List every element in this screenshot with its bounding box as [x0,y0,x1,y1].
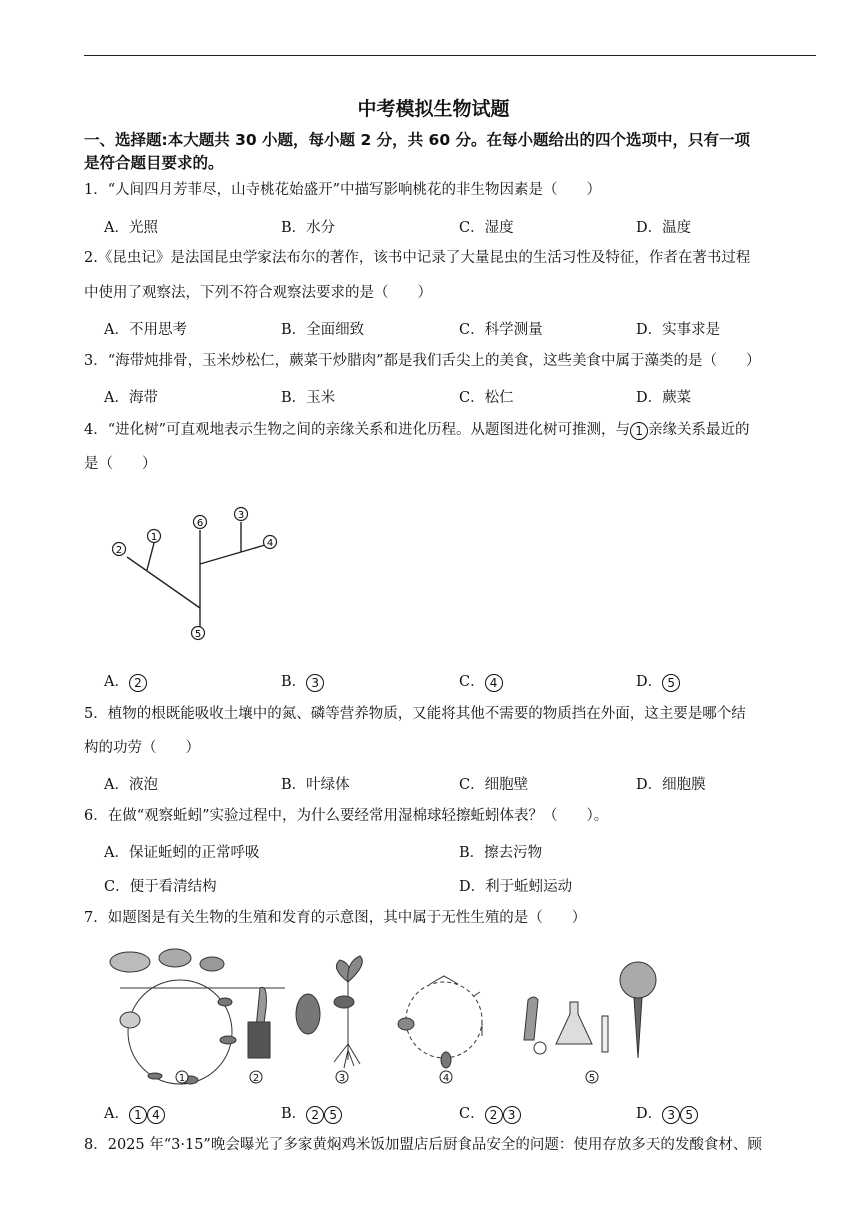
svg-text:1: 1 [178,1073,186,1084]
q5-option-a[interactable]: A．液泡 [104,777,158,793]
question-2-stem-line2: 中使用了观察法，下列不符合观察法要求的是（ ） [84,285,432,301]
q5-option-b[interactable]: B．叶绿体 [281,777,350,793]
q2-option-b[interactable]: B．全面细致 [281,322,365,338]
q7-option-a[interactable]: A． 1 4 [104,1102,165,1124]
q2-option-d[interactable]: D．实事求是 [636,322,721,338]
tree-node-1 [148,530,161,544]
svg-text:5: 5 [588,1073,596,1084]
q7-option-c[interactable]: C． 2 3 [459,1102,521,1124]
seed-germination-illustration [296,956,362,1068]
mosquito-life-cycle-illustration [398,976,482,1068]
q6-option-c[interactable]: C．便于看清结构 [104,879,217,895]
tree-node-3 [235,508,248,522]
circled-number: 1 [630,422,648,440]
tree-node-5 [192,627,205,641]
q1-option-d[interactable]: D．温度 [636,220,692,236]
question-3-stem: 3．“海带炖排骨，玉米炒松仁，蕨菜干炒腊肉”都是我们舌尖上的美食，这些美食中属于藻类的是（ ） [84,353,761,369]
q6-option-a[interactable]: A．保证蚯蚓的正常呼吸 [104,845,260,861]
q4-option-c[interactable]: C． 4 [459,670,503,692]
svg-text:3: 3 [237,510,245,521]
question-7-stem: 7．如题图是有关生物的生殖和发育的示意图，其中属于无性生殖的是（ ） [84,910,587,926]
q4-option-b[interactable]: B． 3 [281,670,324,692]
plant-cutting-illustration [248,987,270,1058]
svg-text:2: 2 [252,1073,260,1084]
question-6-stem: 6．在做“观察蚯蚓”实验过程中，为什么要经常用湿棉球轻擦蚯蚓体表？（ ）。 [84,808,609,824]
tree-node-4 [264,536,277,550]
figure-label-2 [250,1071,262,1084]
q7-option-b[interactable]: B． 2 5 [281,1102,342,1124]
q7-option-d[interactable]: D． 3 5 [636,1102,698,1124]
q1-option-c[interactable]: C．湿度 [459,220,514,236]
q6-option-b[interactable]: B．擦去污物 [459,845,543,861]
svg-text:6: 6 [196,518,204,529]
q4-option-a[interactable]: A． 2 [104,670,147,692]
q3-option-b[interactable]: B．玉米 [281,390,336,406]
header-rule [84,55,816,56]
svg-text:4: 4 [442,1073,450,1084]
q1-option-a[interactable]: A．光照 [104,220,158,236]
question-8-stem: 8．2025 年“3·15”晚会曝光了多家黄焖鸡米饭加盟店后厨食品安全的问题：使用存放多天的发酸食材、顾 [84,1137,762,1153]
question-1-stem: 1．“人间四月芳菲尽，山寺桃花始盛开”中描写影响桃花的非生物因素是（ ） [84,182,602,198]
q5-option-c[interactable]: C．细胞壁 [459,777,529,793]
svg-text:4: 4 [266,538,274,549]
q2-option-c[interactable]: C．科学测量 [459,322,543,338]
q3-option-d[interactable]: D．蕨菜 [636,390,692,406]
q6-option-d[interactable]: D．利于蚯蚓运动 [459,879,573,895]
section-heading: 一、选择题:本大题共 30 小题，每小题 2 分，共 60 分。在每小题给出的四个选项中，只有一项 是符合题目要求的。 [84,131,751,172]
question-2-stem-line1: 2.《昆虫记》是法国昆虫学家法布尔的著作，该书中记录了大量昆虫的生活习性及特征，作者在著书过程 [84,250,751,266]
evolution-tree-figure [100,500,300,650]
svg-text:3: 3 [338,1073,346,1084]
svg-text:1: 1 [150,532,158,543]
question-4-stem-line1: 4．“进化树”可直观地表示生物之间的亲缘关系和进化历程。从题图进化树可推测，与 1 亲缘关系最近的 [84,422,750,438]
figure-label-4 [440,1071,452,1084]
tree-branch-left [127,557,200,608]
tree-branch-1 [147,543,154,570]
svg-text:2: 2 [115,545,123,556]
tree-node-6 [194,516,207,530]
reproduction-figure [100,940,660,1088]
figure-label-5 [586,1071,598,1084]
tissue-culture-illustration [524,962,656,1058]
q2-option-a[interactable]: A．不用思考 [104,322,187,338]
q4-option-d[interactable]: D． 5 [636,670,680,692]
q5-option-d[interactable]: D．细胞膜 [636,777,706,793]
q3-option-a[interactable]: A．海带 [104,390,158,406]
q3-option-c[interactable]: C．松仁 [459,390,514,406]
question-5-stem-line2: 构的功劳（ ） [84,740,200,756]
page-title: 中考模拟生物试题 [357,98,510,120]
q1-option-b[interactable]: B．水分 [281,220,336,236]
svg-text:5: 5 [194,629,202,640]
question-4-stem-line2: 是（ ） [84,456,157,472]
tree-branch-right [200,545,265,564]
question-5-stem-line1: 5．植物的根既能吸收土壤中的氮、磷等营养物质，又能将其他不需要的物质挡在外面，这主要是哪个结 [84,706,746,722]
tree-node-2 [113,543,126,557]
figure-label-3 [336,1071,348,1084]
